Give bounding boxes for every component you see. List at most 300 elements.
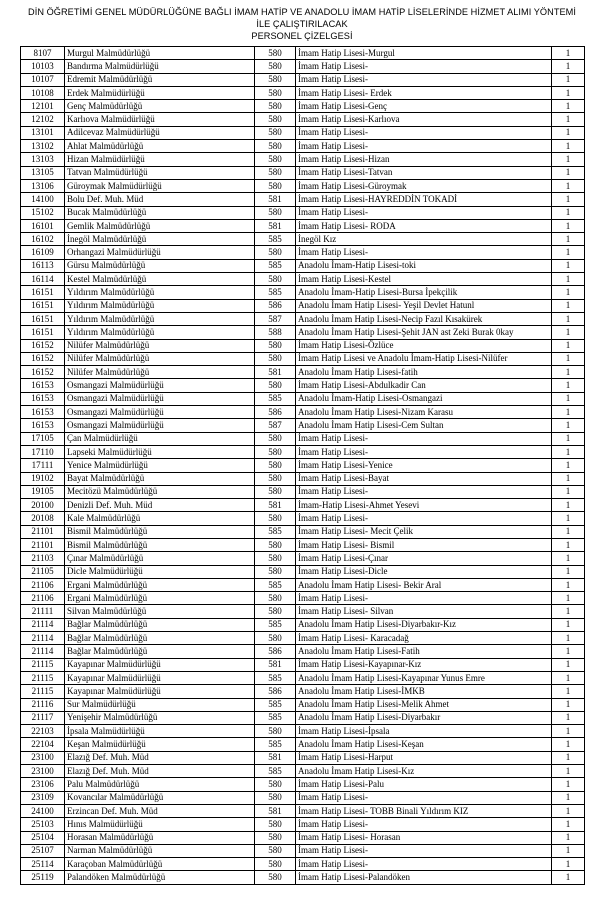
office-name-cell: Denizli Def. Muh. Müd <box>65 499 255 512</box>
school-name-cell: İmam Hatip Lisesi-Palu <box>296 778 552 791</box>
school-code-cell: 580 <box>255 445 296 458</box>
table-row <box>21 379 585 392</box>
school-name-cell: İmam Hatip Lisesi-Hizan <box>296 153 552 166</box>
office-code-cell: 21101 <box>21 525 65 538</box>
school-name-cell: İmam Hatip Lisesi-Abdulkadir Can <box>296 379 552 392</box>
staff-count-cell: 1 <box>552 140 585 153</box>
office-name-cell: Bucak Malmüdürlüğü <box>65 206 255 219</box>
office-code-cell: 17111 <box>21 459 65 472</box>
office-name-cell: Kovancılar Malmüdürlüğü <box>65 791 255 804</box>
office-name-cell: Bağlar Malmüdürlüğü <box>65 632 255 645</box>
staff-count-cell: 1 <box>552 698 585 711</box>
office-name-cell: Ahlat Malmüdürlüğü <box>65 140 255 153</box>
title-line-1: DİN ÖĞRETİMİ GENEL MÜDÜRLÜĞÜNE BAĞLI İMAM HATİP VE ANADOLU İMAM HATİP LİSELERİNDE HİZMET ALIMI YÖNTEMİ İLE ÇALIŞTIRILACAK <box>28 7 576 29</box>
table-row <box>21 113 585 126</box>
office-code-cell: 21106 <box>21 578 65 591</box>
staff-count-cell: 1 <box>552 632 585 645</box>
staff-count-cell: 1 <box>552 326 585 339</box>
school-name-cell: İmam Hatip Lisesi-Dicle <box>296 565 552 578</box>
office-name-cell: Hınıs Malmüdürlüğü <box>65 818 255 831</box>
table-row <box>21 126 585 139</box>
table-row <box>21 778 585 791</box>
office-code-cell: 25103 <box>21 818 65 831</box>
office-code-cell: 21103 <box>21 552 65 565</box>
office-code-cell: 21105 <box>21 565 65 578</box>
school-code-cell: 585 <box>255 525 296 538</box>
school-code-cell: 580 <box>255 725 296 738</box>
staff-count-cell: 1 <box>552 312 585 325</box>
staff-count-cell: 1 <box>552 738 585 751</box>
office-name-cell: Bismil Malmüdürlüğü <box>65 525 255 538</box>
staff-count-cell: 1 <box>552 246 585 259</box>
office-name-cell: Palu Malmüdürlüğü <box>65 778 255 791</box>
office-code-cell: 21117 <box>21 711 65 724</box>
school-code-cell: 580 <box>255 605 296 618</box>
table-row <box>21 538 585 551</box>
staff-count-cell: 1 <box>552 406 585 419</box>
school-name-cell: İmam Hatip Lisesi- <box>296 512 552 525</box>
office-name-cell: Gürsu Malmüdürlüğü <box>65 259 255 272</box>
table-row <box>21 658 585 671</box>
school-code-cell: 580 <box>255 472 296 485</box>
school-name-cell: İmam Hatip Lisesi- <box>296 140 552 153</box>
school-code-cell: 580 <box>255 273 296 286</box>
office-code-cell: 16153 <box>21 406 65 419</box>
school-code-cell: 581 <box>255 193 296 206</box>
office-code-cell: 12102 <box>21 113 65 126</box>
school-name-cell: İmam Hatip Lisesi-Çınar <box>296 552 552 565</box>
school-name-cell: İmam Hatip Lisesi-İpsala <box>296 725 552 738</box>
table-row <box>21 499 585 512</box>
school-name-cell: İmam Hatip Lisesi- <box>296 432 552 445</box>
staff-count-cell: 1 <box>552 605 585 618</box>
table-row <box>21 472 585 485</box>
office-code-cell: 12101 <box>21 100 65 113</box>
table-row <box>21 459 585 472</box>
office-name-cell: Bayat Malmüdürlüğü <box>65 472 255 485</box>
school-code-cell: 585 <box>255 618 296 631</box>
school-name-cell: Anadolu İmam Hatip Lisesi-Diyarbakır <box>296 711 552 724</box>
table-row <box>21 512 585 525</box>
staff-count-cell: 1 <box>552 525 585 538</box>
table-row <box>21 871 585 884</box>
school-name-cell: İmam Hatip Lisesi-Bayat <box>296 472 552 485</box>
office-name-cell: Nilüfer Malmüdürlüğü <box>65 339 255 352</box>
school-code-cell: 580 <box>255 166 296 179</box>
table-row <box>21 738 585 751</box>
office-name-cell: Karaçoban Malmüdürlüğü <box>65 858 255 871</box>
office-code-cell: 21106 <box>21 592 65 605</box>
staff-count-cell: 1 <box>552 73 585 86</box>
school-name-cell: İmam Hatip Lisesi- RODA <box>296 219 552 232</box>
office-code-cell: 16109 <box>21 246 65 259</box>
table-row <box>21 445 585 458</box>
office-name-cell: Osmangazi Malmüdürlüğü <box>65 419 255 432</box>
school-code-cell: 580 <box>255 818 296 831</box>
staff-count-cell: 1 <box>552 126 585 139</box>
office-name-cell: Silvan Malmüdürlüğü <box>65 605 255 618</box>
school-name-cell: Anadolu İmam Hatip Lisesi-İMKB <box>296 685 552 698</box>
table-row <box>21 166 585 179</box>
school-code-cell: 580 <box>255 100 296 113</box>
office-name-cell: Bağlar Malmüdürlüğü <box>65 645 255 658</box>
office-name-cell: Orhangazi Malmüdürlüğü <box>65 246 255 259</box>
office-code-cell: 19105 <box>21 485 65 498</box>
school-name-cell: İmam Hatip Lisesi-Kayapınar-Kız <box>296 658 552 671</box>
table-row <box>21 791 585 804</box>
office-code-cell: 20108 <box>21 512 65 525</box>
office-name-cell: Karlıova Malmüdürlüğü <box>65 113 255 126</box>
staff-count-cell: 1 <box>552 233 585 246</box>
school-code-cell: 581 <box>255 366 296 379</box>
office-name-cell: Keşan Malmüdürlüğü <box>65 738 255 751</box>
table-row <box>21 565 585 578</box>
school-name-cell: İmam Hatip Lisesi- <box>296 60 552 73</box>
office-name-cell: Nilüfer Malmüdürlüğü <box>65 352 255 365</box>
school-code-cell: 580 <box>255 47 296 60</box>
school-name-cell: İmam Hatip Lisesi-Güroymak <box>296 179 552 192</box>
school-code-cell: 585 <box>255 738 296 751</box>
table-row <box>21 578 585 591</box>
staff-count-cell: 1 <box>552 592 585 605</box>
school-name-cell: Anadolu İmam Hatip Lisesi- Bekir Aral <box>296 578 552 591</box>
table-row <box>21 193 585 206</box>
office-code-cell: 16153 <box>21 379 65 392</box>
table-row <box>21 312 585 325</box>
school-code-cell: 580 <box>255 86 296 99</box>
school-name-cell: Anadolu İmam-Hatip Lisesi-toki <box>296 259 552 272</box>
staff-count-cell: 1 <box>552 858 585 871</box>
school-code-cell: 586 <box>255 685 296 698</box>
school-code-cell: 580 <box>255 831 296 844</box>
school-name-cell: İmam Hatip Lisesi- Bismil <box>296 538 552 551</box>
school-code-cell: 581 <box>255 751 296 764</box>
table-row <box>21 858 585 871</box>
office-code-cell: 21116 <box>21 698 65 711</box>
school-name-cell: İmam Hatip Lisesi- <box>296 206 552 219</box>
school-name-cell: İmam-Hatip Lisesi-Ahmet Yesevi <box>296 499 552 512</box>
school-code-cell: 587 <box>255 312 296 325</box>
title-line-2: PERSONEL ÇİZELGESİ <box>251 31 353 41</box>
staff-count-cell: 1 <box>552 166 585 179</box>
staff-count-cell: 1 <box>552 60 585 73</box>
office-name-cell: Elazığ Def. Muh. Müd <box>65 765 255 778</box>
office-name-cell: Dicle Malmüdürlüğü <box>65 565 255 578</box>
school-name-cell: Anadolu İmam Hatip Lisesi-Melik Ahmet <box>296 698 552 711</box>
office-code-cell: 10108 <box>21 86 65 99</box>
office-name-cell: Lapseki Malmüdürlüğü <box>65 445 255 458</box>
office-name-cell: Murgul Malmüdürlüğü <box>65 47 255 60</box>
office-code-cell: 14100 <box>21 193 65 206</box>
school-name-cell: İmam Hatip Lisesi- Mecit Çelik <box>296 525 552 538</box>
office-name-cell: Tatvan Malmüdürlüğü <box>65 166 255 179</box>
document-title <box>20 6 584 42</box>
staff-count-cell: 1 <box>552 552 585 565</box>
staff-count-cell: 1 <box>552 658 585 671</box>
office-name-cell: Narman Malmüdürlüğü <box>65 844 255 857</box>
staff-count-cell: 1 <box>552 193 585 206</box>
staff-count-cell: 1 <box>552 445 585 458</box>
school-code-cell: 581 <box>255 219 296 232</box>
school-name-cell: Anadolu İmam-Hatip Lisesi-Osmangazi <box>296 392 552 405</box>
school-code-cell: 580 <box>255 538 296 551</box>
document-page <box>20 3 584 885</box>
office-name-cell: Sur Malmüdürlüğü <box>65 698 255 711</box>
school-code-cell: 585 <box>255 233 296 246</box>
staff-count-cell: 1 <box>552 419 585 432</box>
school-code-cell: 585 <box>255 711 296 724</box>
school-code-cell: 585 <box>255 259 296 272</box>
office-name-cell: Mecitözü Malmüdürlüğü <box>65 485 255 498</box>
school-name-cell: Anadolu İmam Hatip Lisesi-Nizam Karasu <box>296 406 552 419</box>
office-code-cell: 19102 <box>21 472 65 485</box>
school-code-cell: 585 <box>255 392 296 405</box>
school-name-cell: İmam Hatip Lisesi- <box>296 791 552 804</box>
table-row <box>21 60 585 73</box>
school-code-cell: 586 <box>255 299 296 312</box>
school-name-cell: İmam Hatip Lisesi- <box>296 818 552 831</box>
office-name-cell: Kayapınar Malmüdürlüğü <box>65 658 255 671</box>
table-row <box>21 140 585 153</box>
office-name-cell: İnegöl Malmüdürlüğü <box>65 233 255 246</box>
office-name-cell: Ergani Malmüdürlüğü <box>65 592 255 605</box>
office-name-cell: Nilüfer Malmüdürlüğü <box>65 366 255 379</box>
office-code-cell: 13105 <box>21 166 65 179</box>
staff-count-cell: 1 <box>552 685 585 698</box>
office-name-cell: Yenişehir Malmüdürlüğü <box>65 711 255 724</box>
office-code-cell: 16152 <box>21 366 65 379</box>
office-code-cell: 13101 <box>21 126 65 139</box>
office-code-cell: 16102 <box>21 233 65 246</box>
school-name-cell: Anadolu İmam Hatip Lisesi-Kayapınar Yunus Emre <box>296 671 552 684</box>
table-row <box>21 844 585 857</box>
school-code-cell: 580 <box>255 206 296 219</box>
office-code-cell: 8107 <box>21 47 65 60</box>
table-row <box>21 485 585 498</box>
staff-count-cell: 1 <box>552 392 585 405</box>
school-code-cell: 580 <box>255 778 296 791</box>
office-code-cell: 25107 <box>21 844 65 857</box>
staff-count-cell: 1 <box>552 47 585 60</box>
school-code-cell: 588 <box>255 326 296 339</box>
school-name-cell: İmam Hatip Lisesi-Özlüce <box>296 339 552 352</box>
staff-count-cell: 1 <box>552 711 585 724</box>
office-code-cell: 13103 <box>21 153 65 166</box>
school-code-cell: 581 <box>255 499 296 512</box>
staff-count-cell: 1 <box>552 286 585 299</box>
school-code-cell: 586 <box>255 645 296 658</box>
table-row <box>21 698 585 711</box>
table-row <box>21 273 585 286</box>
office-name-cell: Bismil Malmüdürlüğü <box>65 538 255 551</box>
table-row <box>21 219 585 232</box>
table-row <box>21 153 585 166</box>
school-name-cell: İmam Hatip Lisesi- <box>296 844 552 857</box>
personnel-table-body <box>21 47 585 885</box>
table-row <box>21 711 585 724</box>
staff-count-cell: 1 <box>552 844 585 857</box>
school-name-cell: İmam Hatip Lisesi-Palandöken <box>296 871 552 884</box>
staff-count-cell: 1 <box>552 791 585 804</box>
office-code-cell: 10107 <box>21 73 65 86</box>
school-name-cell: Anadolu İmam-Hatip Lisesi-Bursa İpekçilik <box>296 286 552 299</box>
office-code-cell: 23106 <box>21 778 65 791</box>
office-name-cell: Adilcevaz Malmüdürlüğü <box>65 126 255 139</box>
school-code-cell: 580 <box>255 485 296 498</box>
school-name-cell: İmam Hatip Lisesi-Yenice <box>296 459 552 472</box>
office-code-cell: 22104 <box>21 738 65 751</box>
school-code-cell: 585 <box>255 698 296 711</box>
school-name-cell: İnegöl Kız <box>296 233 552 246</box>
school-name-cell: Anadolu İmam Hatip Lisesi-Cem Sultan <box>296 419 552 432</box>
staff-count-cell: 1 <box>552 578 585 591</box>
table-row <box>21 179 585 192</box>
staff-count-cell: 1 <box>552 273 585 286</box>
office-code-cell: 20100 <box>21 499 65 512</box>
school-code-cell: 580 <box>255 632 296 645</box>
table-row <box>21 233 585 246</box>
office-name-cell: Hizan Malmüdürlüğü <box>65 153 255 166</box>
table-row <box>21 259 585 272</box>
table-row <box>21 432 585 445</box>
office-code-cell: 25119 <box>21 871 65 884</box>
school-name-cell: Anadolu İmam Hatip Lisesi- Yeşil Devlet Hatunl <box>296 299 552 312</box>
table-row <box>21 47 585 60</box>
office-code-cell: 21115 <box>21 658 65 671</box>
staff-count-cell: 1 <box>552 512 585 525</box>
table-row <box>21 419 585 432</box>
table-row <box>21 671 585 684</box>
staff-count-cell: 1 <box>552 113 585 126</box>
office-code-cell: 21115 <box>21 671 65 684</box>
office-code-cell: 16151 <box>21 326 65 339</box>
table-row <box>21 632 585 645</box>
table-row <box>21 618 585 631</box>
office-code-cell: 16113 <box>21 259 65 272</box>
staff-count-cell: 1 <box>552 299 585 312</box>
school-name-cell: İmam Hatip Lisesi- <box>296 445 552 458</box>
office-code-cell: 23100 <box>21 765 65 778</box>
office-code-cell: 17110 <box>21 445 65 458</box>
office-code-cell: 21114 <box>21 618 65 631</box>
office-code-cell: 16114 <box>21 273 65 286</box>
school-code-cell: 581 <box>255 804 296 817</box>
school-name-cell: İmam Hatip Lisesi- Karacadağ <box>296 632 552 645</box>
staff-count-cell: 1 <box>552 818 585 831</box>
office-name-cell: Horasan Malmüdürlüğü <box>65 831 255 844</box>
table-row <box>21 86 585 99</box>
school-code-cell: 587 <box>255 419 296 432</box>
office-name-cell: İpsala Malmüdürlüğü <box>65 725 255 738</box>
school-name-cell: İmam Hatip Lisesi-Tatvan <box>296 166 552 179</box>
school-name-cell: İmam Hatip Lisesi ve Anadolu İmam-Hatip Lisesi-Nilüfer <box>296 352 552 365</box>
office-code-cell: 16152 <box>21 339 65 352</box>
school-name-cell: Anadolu İmam Hatip Lisesi-fatih <box>296 366 552 379</box>
school-name-cell: Anadolu İmam Hatip Lisesi-Fatih <box>296 645 552 658</box>
school-name-cell: İmam Hatip Lisesi-Harput <box>296 751 552 764</box>
office-code-cell: 21114 <box>21 632 65 645</box>
table-row <box>21 352 585 365</box>
office-code-cell: 24100 <box>21 804 65 817</box>
school-name-cell: İmam Hatip Lisesi- TOBB Binali Yıldırım KIZ <box>296 804 552 817</box>
staff-count-cell: 1 <box>552 538 585 551</box>
office-name-cell: Bolu Def. Muh. Müd <box>65 193 255 206</box>
school-code-cell: 585 <box>255 286 296 299</box>
school-code-cell: 580 <box>255 459 296 472</box>
staff-count-cell: 1 <box>552 153 585 166</box>
school-name-cell: İmam Hatip Lisesi-HAYREDDİN TOKADİ <box>296 193 552 206</box>
office-name-cell: Çan Malmüdürlüğü <box>65 432 255 445</box>
office-code-cell: 15102 <box>21 206 65 219</box>
office-code-cell: 13106 <box>21 179 65 192</box>
staff-count-cell: 1 <box>552 352 585 365</box>
school-name-cell: Anadolu İmam Hatip Lisesi-Keşan <box>296 738 552 751</box>
office-name-cell: Gemlik Malmüdürlüğü <box>65 219 255 232</box>
staff-count-cell: 1 <box>552 645 585 658</box>
table-row <box>21 246 585 259</box>
office-name-cell: Yıldırım Malmüdürlüğü <box>65 299 255 312</box>
staff-count-cell: 1 <box>552 366 585 379</box>
school-code-cell: 580 <box>255 552 296 565</box>
staff-count-cell: 1 <box>552 618 585 631</box>
school-name-cell: İmam Hatip Lisesi-Karlıova <box>296 113 552 126</box>
staff-count-cell: 1 <box>552 100 585 113</box>
office-name-cell: Yenice Malmüdürlüğü <box>65 459 255 472</box>
school-code-cell: 581 <box>255 658 296 671</box>
staff-count-cell: 1 <box>552 725 585 738</box>
office-name-cell: Yıldırım Malmüdürlüğü <box>65 326 255 339</box>
office-name-cell: Elazığ Def. Muh. Müd <box>65 751 255 764</box>
office-code-cell: 16101 <box>21 219 65 232</box>
staff-count-cell: 1 <box>552 765 585 778</box>
table-row <box>21 206 585 219</box>
office-code-cell: 21111 <box>21 605 65 618</box>
school-name-cell: İmam Hatip Lisesi- <box>296 485 552 498</box>
table-row <box>21 818 585 831</box>
staff-count-cell: 1 <box>552 219 585 232</box>
office-name-cell: Yıldırım Malmüdürlüğü <box>65 286 255 299</box>
office-name-cell: Bandırma Malmüdürlüğü <box>65 60 255 73</box>
school-code-cell: 580 <box>255 246 296 259</box>
school-code-cell: 580 <box>255 113 296 126</box>
table-row <box>21 751 585 764</box>
school-name-cell: İmam Hatip Lisesi- Silvan <box>296 605 552 618</box>
office-name-cell: Genç Malmüdürlüğü <box>65 100 255 113</box>
office-code-cell: 25104 <box>21 831 65 844</box>
office-code-cell: 16151 <box>21 299 65 312</box>
school-code-cell: 580 <box>255 791 296 804</box>
office-name-cell: Güroymak Malmüdürlüğü <box>65 179 255 192</box>
office-code-cell: 10103 <box>21 60 65 73</box>
school-code-cell: 585 <box>255 765 296 778</box>
table-row <box>21 339 585 352</box>
office-code-cell: 16153 <box>21 419 65 432</box>
staff-count-cell: 1 <box>552 86 585 99</box>
table-row <box>21 765 585 778</box>
table-row <box>21 366 585 379</box>
office-name-cell: Osmangazi Malmüdürlüğü <box>65 392 255 405</box>
school-name-cell: İmam Hatip Lisesi-Kestel <box>296 273 552 286</box>
school-code-cell: 580 <box>255 339 296 352</box>
office-name-cell: Edremit Malmüdürlüğü <box>65 73 255 86</box>
office-name-cell: Bağlar Malmüdürlüğü <box>65 618 255 631</box>
school-code-cell: 580 <box>255 126 296 139</box>
table-row <box>21 100 585 113</box>
office-code-cell: 21115 <box>21 685 65 698</box>
staff-count-cell: 1 <box>552 778 585 791</box>
school-code-cell: 580 <box>255 140 296 153</box>
staff-count-cell: 1 <box>552 751 585 764</box>
